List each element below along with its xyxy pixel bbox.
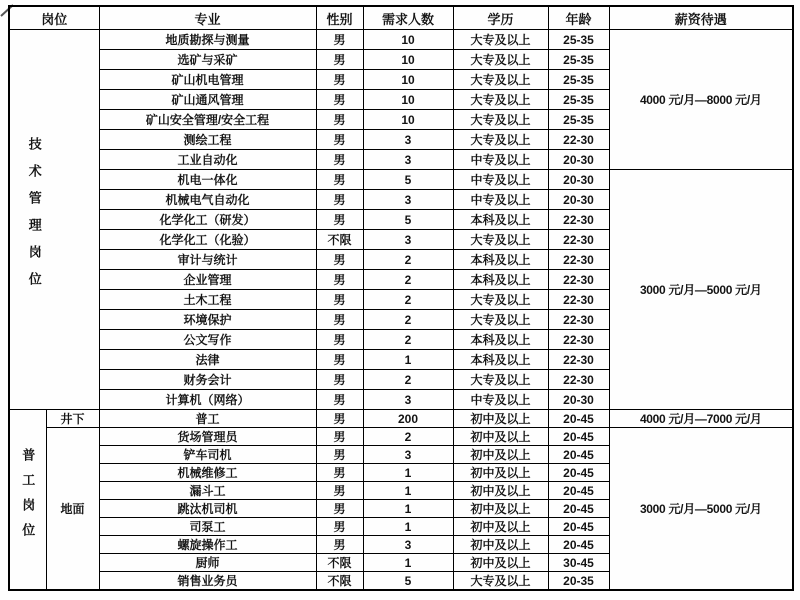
age-cell: 25-35 [548, 50, 609, 70]
count-cell: 3 [363, 230, 453, 250]
age-cell: 20-45 [548, 410, 609, 428]
major-cell: 矿山通风管理 [99, 90, 316, 110]
education-cell: 大专及以上 [453, 50, 548, 70]
major-cell: 漏斗工 [99, 482, 316, 500]
gender-cell: 男 [316, 410, 363, 428]
major-cell: 普工 [99, 410, 316, 428]
major-cell: 机械维修工 [99, 464, 316, 482]
gender-cell: 男 [316, 446, 363, 464]
major-cell: 销售业务员 [99, 572, 316, 591]
age-cell: 25-35 [548, 70, 609, 90]
count-cell: 2 [363, 428, 453, 446]
count-cell: 10 [363, 90, 453, 110]
major-cell: 化学化工（研发） [99, 210, 316, 230]
major-cell: 机电一体化 [99, 170, 316, 190]
major-cell: 测绘工程 [99, 130, 316, 150]
table-row [9, 170, 793, 190]
count-cell: 3 [363, 130, 453, 150]
major-cell: 矿山机电管理 [99, 70, 316, 90]
major-cell: 选矿与采矿 [99, 50, 316, 70]
gender-cell: 男 [316, 536, 363, 554]
major-cell: 财务会计 [99, 370, 316, 390]
education-cell: 大专及以上 [453, 310, 548, 330]
gender-cell: 男 [316, 370, 363, 390]
education-cell: 本科及以上 [453, 250, 548, 270]
salary-cell-underground: 4000 元/月—7000 元/月 [609, 410, 793, 428]
education-cell: 本科及以上 [453, 210, 548, 230]
gender-cell: 男 [316, 270, 363, 290]
major-cell: 螺旋操作工 [99, 536, 316, 554]
age-cell: 20-45 [548, 482, 609, 500]
col-header-major: 专业 [99, 6, 316, 30]
education-cell: 大专及以上 [453, 572, 548, 591]
salary-cell-tech-low: 3000 元/月—5000 元/月 [609, 170, 793, 410]
major-cell: 工业自动化 [99, 150, 316, 170]
salary-cell-tech-high: 4000 元/月—8000 元/月 [609, 30, 793, 170]
major-cell: 土木工程 [99, 290, 316, 310]
sub-post-ground: 地面 [46, 428, 99, 591]
major-cell: 化学化工（化验） [99, 230, 316, 250]
gender-cell: 男 [316, 500, 363, 518]
age-cell: 22-30 [548, 350, 609, 370]
major-cell: 机械电气自动化 [99, 190, 316, 210]
count-cell: 5 [363, 572, 453, 591]
education-cell: 初中及以上 [453, 446, 548, 464]
education-cell: 初中及以上 [453, 554, 548, 572]
count-cell: 1 [363, 500, 453, 518]
age-cell: 22-30 [548, 270, 609, 290]
gender-cell: 男 [316, 90, 363, 110]
education-cell: 中专及以上 [453, 390, 548, 410]
education-cell: 初中及以上 [453, 482, 548, 500]
gender-cell: 男 [316, 150, 363, 170]
gender-cell: 男 [316, 482, 363, 500]
gender-cell: 男 [316, 110, 363, 130]
age-cell: 20-45 [548, 518, 609, 536]
table-row [9, 30, 793, 50]
header-row [9, 6, 793, 30]
education-cell: 大专及以上 [453, 130, 548, 150]
gender-cell: 男 [316, 50, 363, 70]
sub-post-underground: 井下 [46, 410, 99, 428]
col-header-post: 岗位 [9, 6, 99, 30]
education-cell: 大专及以上 [453, 90, 548, 110]
count-cell: 1 [363, 482, 453, 500]
age-cell: 25-35 [548, 90, 609, 110]
salary-cell-ground: 3000 元/月—5000 元/月 [609, 428, 793, 591]
count-cell: 2 [363, 250, 453, 270]
education-cell: 初中及以上 [453, 536, 548, 554]
age-cell: 22-30 [548, 130, 609, 150]
count-cell: 200 [363, 410, 453, 428]
gender-cell: 男 [316, 30, 363, 50]
gender-cell: 男 [316, 190, 363, 210]
count-cell: 2 [363, 290, 453, 310]
age-cell: 30-45 [548, 554, 609, 572]
count-cell: 3 [363, 446, 453, 464]
gender-cell: 男 [316, 70, 363, 90]
col-header-gender: 性别 [316, 6, 363, 30]
count-cell: 10 [363, 50, 453, 70]
major-cell: 公文写作 [99, 330, 316, 350]
gender-cell: 不限 [316, 230, 363, 250]
education-cell: 本科及以上 [453, 350, 548, 370]
gender-cell: 男 [316, 170, 363, 190]
education-cell: 中专及以上 [453, 150, 548, 170]
count-cell: 2 [363, 370, 453, 390]
count-cell: 3 [363, 190, 453, 210]
col-header-salary: 薪资待遇 [609, 6, 793, 30]
post-group-tech-label: 技术管理岗位 [26, 137, 42, 299]
count-cell: 2 [363, 330, 453, 350]
age-cell: 20-35 [548, 572, 609, 591]
education-cell: 初中及以上 [453, 464, 548, 482]
age-cell: 20-30 [548, 170, 609, 190]
count-cell: 1 [363, 464, 453, 482]
age-cell: 22-30 [548, 310, 609, 330]
education-cell: 本科及以上 [453, 330, 548, 350]
age-cell: 20-45 [548, 464, 609, 482]
count-cell: 2 [363, 270, 453, 290]
post-group-worker-label: 普工岗位 [20, 448, 36, 548]
education-cell: 初中及以上 [453, 500, 548, 518]
age-cell: 22-30 [548, 290, 609, 310]
count-cell: 3 [363, 536, 453, 554]
age-cell: 20-45 [548, 536, 609, 554]
major-cell: 环境保护 [99, 310, 316, 330]
age-cell: 20-30 [548, 150, 609, 170]
major-cell: 矿山安全管理/安全工程 [99, 110, 316, 130]
gender-cell: 男 [316, 518, 363, 536]
gender-cell: 不限 [316, 572, 363, 591]
count-cell: 3 [363, 390, 453, 410]
major-cell: 货场管理员 [99, 428, 316, 446]
gender-cell: 男 [316, 210, 363, 230]
gender-cell: 男 [316, 130, 363, 150]
age-cell: 22-30 [548, 330, 609, 350]
col-header-education: 学历 [453, 6, 548, 30]
age-cell: 20-45 [548, 428, 609, 446]
col-header-count: 需求人数 [363, 6, 453, 30]
education-cell: 大专及以上 [453, 110, 548, 130]
age-cell: 22-30 [548, 210, 609, 230]
age-cell: 20-30 [548, 190, 609, 210]
major-cell: 司泵工 [99, 518, 316, 536]
count-cell: 10 [363, 30, 453, 50]
education-cell: 初中及以上 [453, 518, 548, 536]
gender-cell: 男 [316, 310, 363, 330]
age-cell: 20-30 [548, 390, 609, 410]
age-cell: 22-30 [548, 230, 609, 250]
education-cell: 大专及以上 [453, 30, 548, 50]
major-cell: 跳汰机司机 [99, 500, 316, 518]
col-header-age: 年龄 [548, 6, 609, 30]
age-cell: 20-45 [548, 500, 609, 518]
education-cell: 初中及以上 [453, 428, 548, 446]
count-cell: 10 [363, 70, 453, 90]
gender-cell: 男 [316, 330, 363, 350]
count-cell: 10 [363, 110, 453, 130]
education-cell: 大专及以上 [453, 370, 548, 390]
gender-cell: 男 [316, 390, 363, 410]
count-cell: 3 [363, 150, 453, 170]
gender-cell: 男 [316, 350, 363, 370]
age-cell: 22-30 [548, 370, 609, 390]
post-group-worker [9, 410, 46, 591]
major-cell: 计算机（网络） [99, 390, 316, 410]
education-cell: 初中及以上 [453, 410, 548, 428]
count-cell: 2 [363, 310, 453, 330]
gender-cell: 男 [316, 290, 363, 310]
gender-cell: 男 [316, 428, 363, 446]
age-cell: 22-30 [548, 250, 609, 270]
age-cell: 25-35 [548, 110, 609, 130]
table-row [9, 428, 793, 446]
gender-cell: 不限 [316, 554, 363, 572]
age-cell: 25-35 [548, 30, 609, 50]
count-cell: 5 [363, 210, 453, 230]
recruitment-table [8, 5, 794, 591]
gender-cell: 男 [316, 250, 363, 270]
education-cell: 本科及以上 [453, 270, 548, 290]
count-cell: 5 [363, 170, 453, 190]
age-cell: 20-45 [548, 446, 609, 464]
post-group-tech [9, 30, 99, 410]
education-cell: 中专及以上 [453, 170, 548, 190]
major-cell: 审计与统计 [99, 250, 316, 270]
count-cell: 1 [363, 350, 453, 370]
major-cell: 地质勘探与测量 [99, 30, 316, 50]
education-cell: 大专及以上 [453, 290, 548, 310]
major-cell: 铲车司机 [99, 446, 316, 464]
major-cell: 厨师 [99, 554, 316, 572]
major-cell: 法律 [99, 350, 316, 370]
table-row [9, 410, 793, 428]
education-cell: 中专及以上 [453, 190, 548, 210]
count-cell: 1 [363, 554, 453, 572]
count-cell: 1 [363, 518, 453, 536]
gender-cell: 男 [316, 464, 363, 482]
major-cell: 企业管理 [99, 270, 316, 290]
education-cell: 大专及以上 [453, 70, 548, 90]
education-cell: 大专及以上 [453, 230, 548, 250]
